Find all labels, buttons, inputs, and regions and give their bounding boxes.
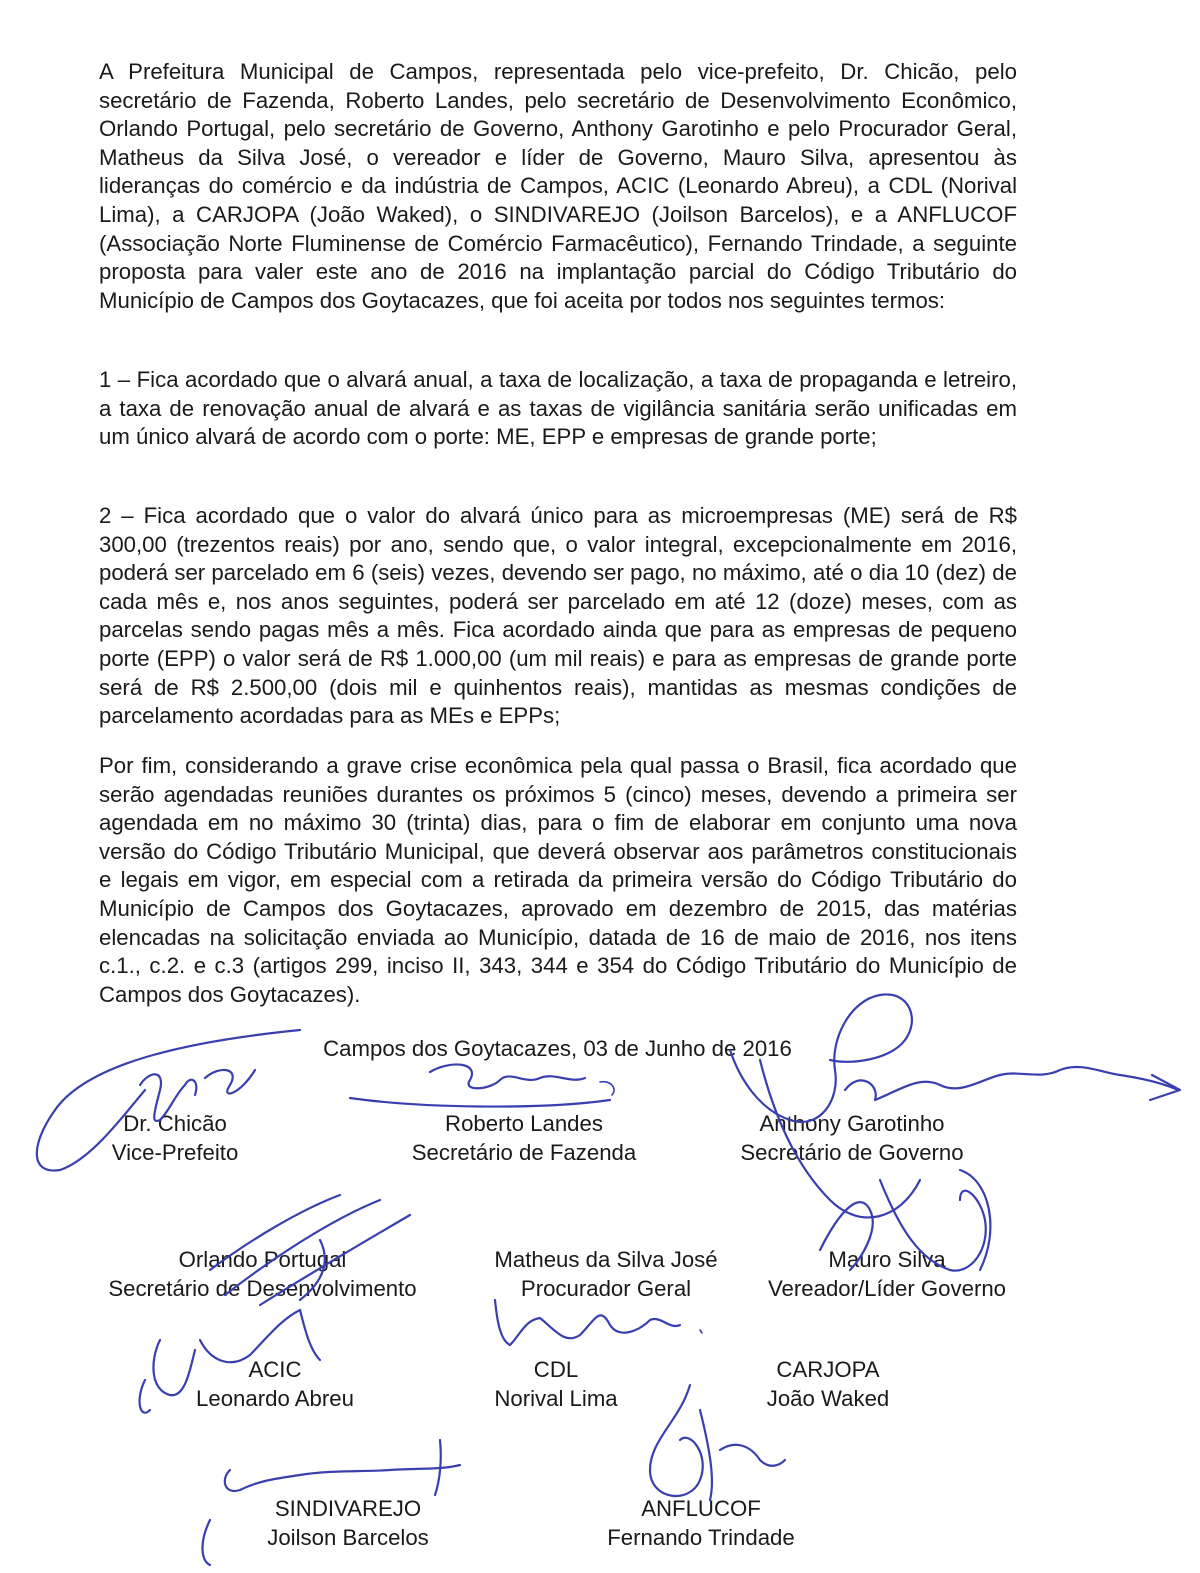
signatory-name: Roberto Landes bbox=[445, 1111, 603, 1136]
signatory-role: Leonardo Abreu bbox=[196, 1385, 354, 1411]
signatory-role: Secretário de Desenvolvimento bbox=[108, 1275, 417, 1301]
signature-landes-scribble bbox=[350, 1064, 614, 1106]
paragraph-intro: A Prefeitura Municipal de Campos, representada pelo vice-prefeito, Dr. Chicão, pelo secretário de Fazenda, Roberto Landes, pelo secretário de Desenvolvimento Econômico, Orlando Portugal, pelo secretário de Governo, Anthony Garotinho e pelo Procurador Geral, Matheus da Silva José, o vereador e líder de Governo, Mauro Silva, apresentou às lideranças do comércio e da indústria de Campos, ACIC (Leonardo Abreu), a CDL (Norival Lima), a CARJOPA (João Waked), o SINDIVAREJO (Joilson Barcelos), e a ANFLUCOF (Associação Norte Fluminense de Comércio Farmacêutico), Fernando Trindade, a seguinte proposta para valer este ano de 2016 na implantação parcial do Código Tributário do Município de Campos dos Goytacazes, que foi aceita por todos nos seguintes termos: bbox=[99, 59, 1017, 313]
signatory-name: ANFLUCOF bbox=[641, 1496, 761, 1521]
signatory-anflucof bbox=[586, 1495, 816, 1552]
signatory-acic bbox=[165, 1356, 385, 1413]
signatory-vice-prefeito bbox=[60, 1110, 290, 1167]
signatory-carjopa bbox=[728, 1356, 928, 1413]
paragraph-closing: Por fim, considerando a grave crise econômica pela qual passa o Brasil, fica acordado que serão agendadas reuniões durantes os próximos 5 (cinco) meses, devendo a primeira ser agendada em no máximo 30 (trinta) dias, para o fim de elaborar em conjunto uma nova versão do Código Tributário Municipal, que deverá observar aos parâmetros constitucionais e legais em vigor, em especial com a retirada da primeira versão do Código Tributário do Município de Campos dos Goytacazes, aprovado em dezembro de 2015, das matérias elencadas na solicitação enviada ao Município, datada de 16 de maio de 2016, nos itens c.1., c.2. e c.3 (artigos 299, inciso II, 343, 344 e 354 do Código Tributário do Município de Campos dos Goytacazes). bbox=[99, 753, 1017, 1007]
signatory-name: CARJOPA bbox=[776, 1357, 880, 1382]
signatory-role: Fernando Trindade bbox=[607, 1524, 795, 1550]
paragraph-item-1: 1 – Fica acordado que o alvará anual, a taxa de localização, a taxa de propaganda e letreiro, a taxa de renovação anual de alvará e as taxas de vigilância sanitária serão unificadas em um único alvará de acordo com o porte: ME, EPP e empresas de grande porte; bbox=[99, 367, 1017, 450]
signatory-role: João Waked bbox=[766, 1385, 890, 1411]
signatory-cdl bbox=[466, 1356, 646, 1413]
signatory-name: Dr. Chicão bbox=[123, 1111, 227, 1136]
dateline: Campos dos Goytacazes, 03 de Junho de 2016 bbox=[323, 1036, 792, 1061]
signatory-desenvolvimento bbox=[70, 1246, 455, 1303]
signatory-name: ACIC bbox=[248, 1357, 302, 1382]
signatory-role: Secretário de Governo bbox=[740, 1139, 964, 1165]
signatory-role: Norival Lima bbox=[494, 1385, 618, 1411]
signatory-vereador bbox=[742, 1246, 1032, 1303]
signatory-name: CDL bbox=[533, 1357, 579, 1382]
signatory-governo bbox=[692, 1110, 1012, 1167]
signatory-name: Orlando Portugal bbox=[178, 1247, 347, 1272]
paragraph-item-2: 2 – Fica acordado que o valor do alvará único para as microempresas (ME) será de R$ 300,00 (trezentos reais) por ano, sendo que, o valor integral, excepcionalmente em 2016, poderá ser parcelado em 6 (seis) vezes, devendo ser pago, no máximo, até o dia 10 (dez) de cada mês e, nos anos seguintes, poderá ser parcelado em até 12 (doze) meses, com as parcelas sendo pagas mês a mês. Fica acordado ainda que para as empresas de pequeno porte (EPP) o valor será de R$ 1.000,00 (um mil reais) e para as empresas de grande porte será de R$ 2.500,00 (dois mil e quinhentos reais), mantidas as mesmas condições de parcelamento acordadas para as MEs e EPPs; bbox=[99, 503, 1017, 729]
signature-matheus-scribble bbox=[495, 1300, 702, 1345]
signatory-role: Vice-Prefeito bbox=[111, 1139, 239, 1165]
signatory-fazenda bbox=[374, 1110, 674, 1167]
signatory-role: Joilson Barcelos bbox=[267, 1524, 429, 1550]
signatory-role: Vereador/Líder Governo bbox=[767, 1275, 1007, 1301]
signatory-name: SINDIVAREJO bbox=[274, 1496, 422, 1521]
signatory-name: Anthony Garotinho bbox=[759, 1111, 945, 1136]
signatory-name: Mauro Silva bbox=[828, 1247, 946, 1272]
signature-garotinho-scribble bbox=[730, 994, 1180, 1217]
signatory-name: Matheus da Silva José bbox=[494, 1247, 718, 1272]
signatory-role: Secretário de Fazenda bbox=[411, 1139, 637, 1165]
signatory-procurador bbox=[466, 1246, 746, 1303]
signatory-sindivarejo bbox=[238, 1495, 458, 1552]
signatory-role: Procurador Geral bbox=[520, 1275, 692, 1301]
